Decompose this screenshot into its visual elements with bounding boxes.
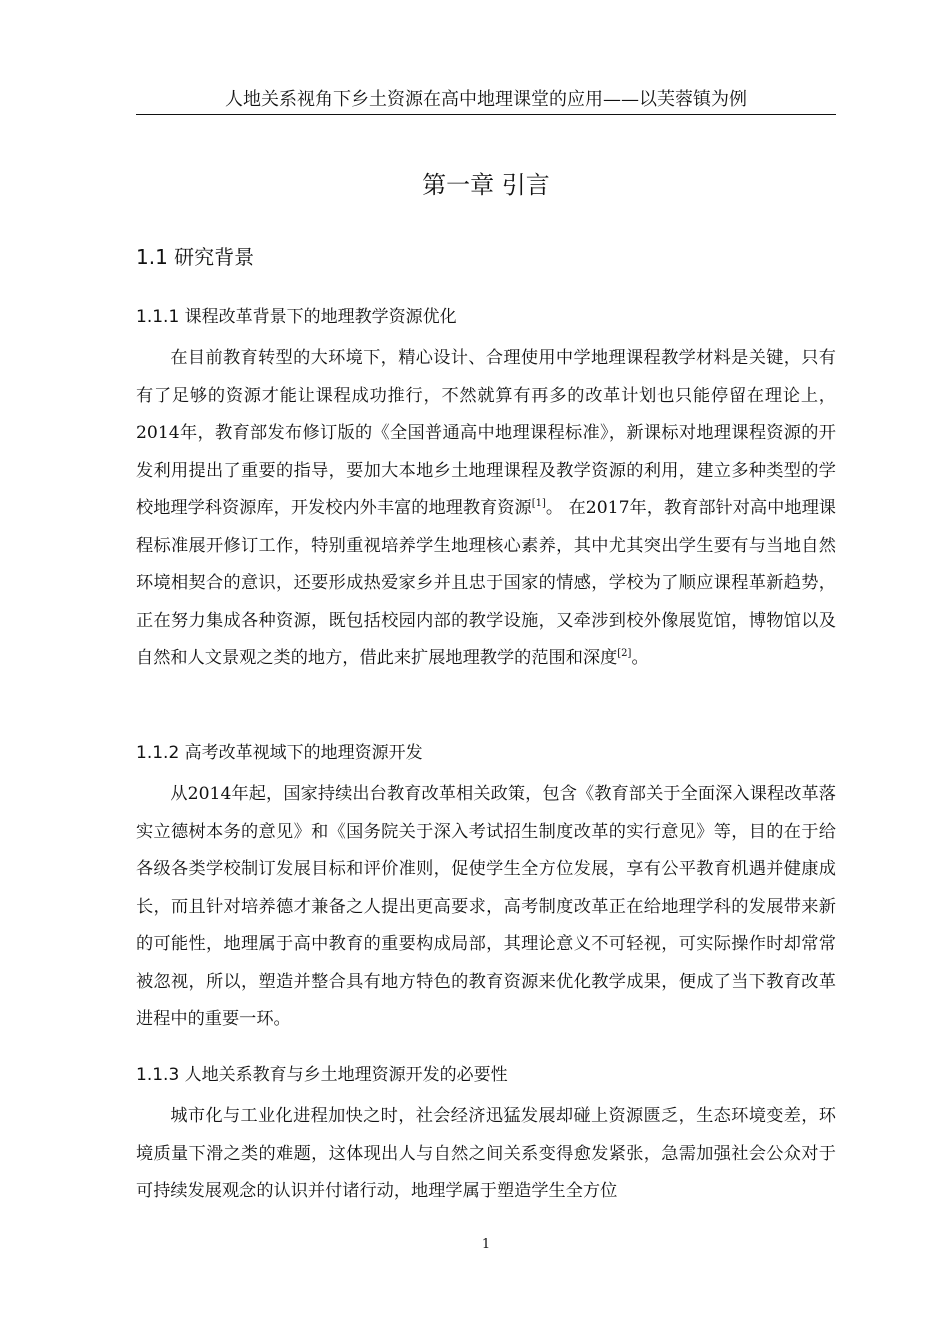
running-header: 人地关系视角下乡土资源在高中地理课堂的应用——以芙蓉镇为例	[225, 89, 747, 110]
paragraph-text: 。	[631, 648, 649, 668]
paragraph-1-1-2: 从2014年起，国家持续出台教育改革相关政策，包含《教育部关于全面深入课程改革落实立德树本务的意见》和《国务院关于深入考试招生制度改革的实行意见》等，目的在于给各级各类学校制订发展目标和评价准则，促使学生全方位发展，享有公平教育机遇并健康成长，而且针对培养德才兼备之人提出更高要求，高考制度改革正在给地理学科的发展带来新的可能性，地理属于高中教育的重要构成局部，其理论意义不可轻视，可实际操作时却常常被忽视，所以，塑造并整合具有地方特色的教育资源来优化教学成果，便成了当下教育改革进程中的重要一环。	[136, 784, 836, 1029]
paragraph-text: 。 在2017年，教育部针对高中地理课程标准展开修订工作，特别重视培养学生地理核心素养，其中尤其突出学生要有与当地自然环境相契合的意识，还要形成热爱家乡并且忠于国家的情感，学校为了顺应课程革新趋势，正在努力集成各种资源，既包括校园内部的教学设施，又牵涉到校外像展览馆，博物馆以及自然和人文景观之类的地方，借此来扩展地理教学的范围和深度	[136, 498, 836, 668]
paragraph-1-1-1	[136, 340, 836, 678]
page-number: 1	[481, 1237, 491, 1252]
paragraph-text: 在目前教育转型的大环境下，精心设计、合理使用中学地理课程教学材料是关键，只有有了足够的资源才能让课程成功推行，不然就算有再多的改革计划也只能停留在理论上，2014年，教育部发布修订版的《全国普通高中地理课程标准》，新课标对地理课程资源的开发利用提出了重要的指导，要加大本地乡土地理课程及教学资源的利用，建立多种类型的学校地理学科资源库，开发校内外丰富的地理教育资源	[136, 348, 836, 518]
citation-ref: [2]	[617, 648, 632, 659]
section-heading-1-1: 1.1 研究背景	[136, 245, 255, 269]
subsection-heading-1-1-3: 1.1.3 人地关系教育与乡土地理资源开发的必要性	[136, 1065, 508, 1085]
subsection-heading-1-1-1: 1.1.1 课程改革背景下的地理教学资源优化	[136, 307, 457, 327]
header-rule	[136, 114, 836, 115]
subsection-heading-1-1-2: 1.1.2 高考改革视域下的地理资源开发	[136, 743, 423, 763]
paragraph-1-1-3: 城市化与工业化进程加快之时，社会经济迅猛发展却碰上资源匮乏，生态环境变差，环境质量下滑之类的难题，这体现出人与自然之间关系变得愈发紧张，急需加强社会公众对于可持续发展观念的认识并付诸行动，地理学属于塑造学生全方位	[136, 1106, 836, 1201]
citation-ref: [1]	[531, 498, 546, 509]
chapter-title: 第一章 引言	[422, 171, 550, 199]
